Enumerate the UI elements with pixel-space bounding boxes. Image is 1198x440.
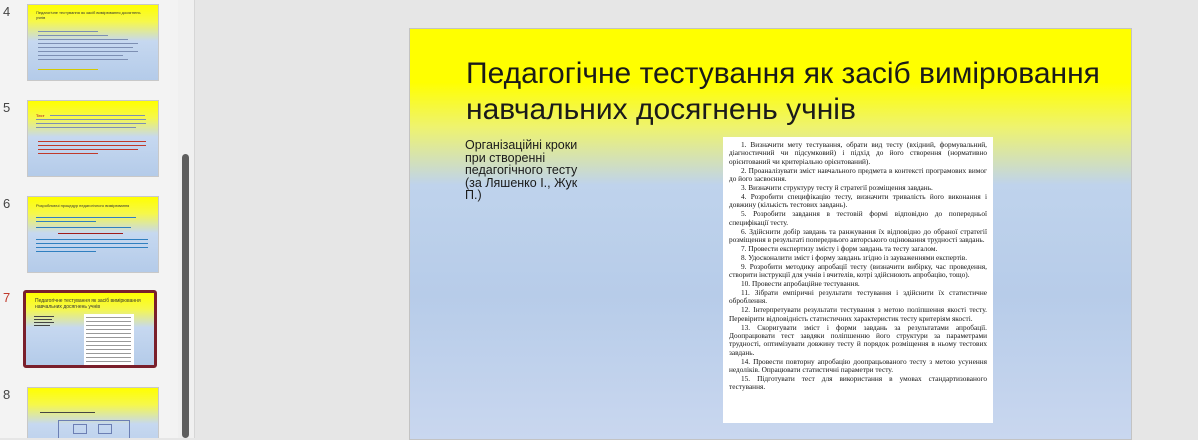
steps-document-image[interactable]	[723, 137, 993, 423]
thumbnail-title: Педагогічне тестування як засіб вимірювання досягнень учнів	[36, 10, 141, 20]
slide-thumbnails-pane	[0, 0, 178, 438]
current-slide[interactable]	[409, 28, 1132, 440]
thumbnail-preview[interactable]	[27, 4, 159, 81]
thumbnails-scrollbar-thumb[interactable]	[182, 154, 189, 438]
thumbnail-preview[interactable]	[27, 100, 159, 177]
step-item: 2. Проаналізувати зміст навчального предмета в контексті програмових вимог до його засвоєння.	[729, 165, 987, 184]
thumbnail-preview[interactable]	[27, 196, 159, 273]
thumbnail-title: Педагогічне тестування як засіб вимірювання навчальних досягнень учнів	[35, 298, 141, 310]
step-item: 9. Розробити методику апробації тесту (визначити вибірку, час проведення, створити інструкції для учнів і вчителів, котрі здійснюють апробацію, тощо).	[729, 261, 987, 280]
thumbnail-preview[interactable]	[27, 387, 159, 438]
thumbnail-number: 8	[3, 387, 11, 402]
thumbnail-title: Тест	[36, 113, 45, 118]
slide-title[interactable]: Педагогічне тестування як засіб вимірювання навчальних досягнень учнів	[466, 57, 1100, 126]
step-item: 15. Підготувати тест для використання в умовах стандартизованого тестування.	[729, 373, 987, 392]
thumbnail-number: 6	[3, 196, 11, 211]
thumbnail-number: 4	[3, 4, 11, 19]
step-item: 10. Провести апробаційне тестування.	[741, 279, 860, 288]
step-item: 7. Провести експертизу змісту і форм завдань та тесту загалом.	[741, 243, 938, 253]
step-item: 14. Провести повторну апробацію доопрацьованого тесту з метою усунення недоліків. Опрацювати статистичні параметри тесту.	[729, 356, 987, 375]
thumbnail-title: Розробляючі процедур педагогічного вимірювання	[36, 203, 130, 208]
step-item: 3. Визначити структуру тесту й стратегії розміщення завдань.	[741, 183, 933, 193]
step-item: 1. Визначити мету тестування, обрати вид тесту (вхідний, формувальний, діагностичний чи підсумковий) і підхід до його створення (нормативно орієнтований чи критеріально орієнтований).	[729, 140, 987, 166]
step-item: 13. Скоригувати зміст і форми завдань за результатами апробації. Доопрацювати тест завдяки поліпшенню його структури за параметрами трудності, оптимізувати довжину тесту й порядок розміщення в ньому тестових завдань.	[729, 322, 987, 357]
thumbnail-preview-selected[interactable]	[23, 290, 157, 368]
thumbnail-number: 5	[3, 100, 11, 115]
step-item: 5. Розробити завдання в тестовій формі відповідно до попередньої специфікації тесту.	[729, 209, 987, 227]
step-item: 12. Інтерпретувати результати тестування з метою поліпшення якості тесту. Перевірити відповідність статистичних характеристик тесту критеріям якості.	[729, 305, 987, 323]
step-item: 8. Удосконалити зміст і форму завдань згідно із зауваженнями експертів.	[741, 252, 968, 262]
step-item: 6. Здійснити добір завдань та ранжування їх відповідно до обраної стратегії розміщення в результаті попереднього авторського оцінювання трудності завдань.	[729, 226, 987, 244]
thumbnail-number: 7	[3, 290, 11, 305]
step-item: 11. Зібрати емпіричні результати тестування і здійснити їх статистичне оброблення.	[729, 287, 987, 306]
step-item: 4. Розробити специфікацію тесту, визначити тривалість його виконання і довжину (кількість тестових завдань).	[729, 191, 987, 210]
slide-side-text[interactable]: Організаційні кроки при створенні педагогічного тесту (за Ляшенко І., Жук П.)	[465, 138, 578, 202]
